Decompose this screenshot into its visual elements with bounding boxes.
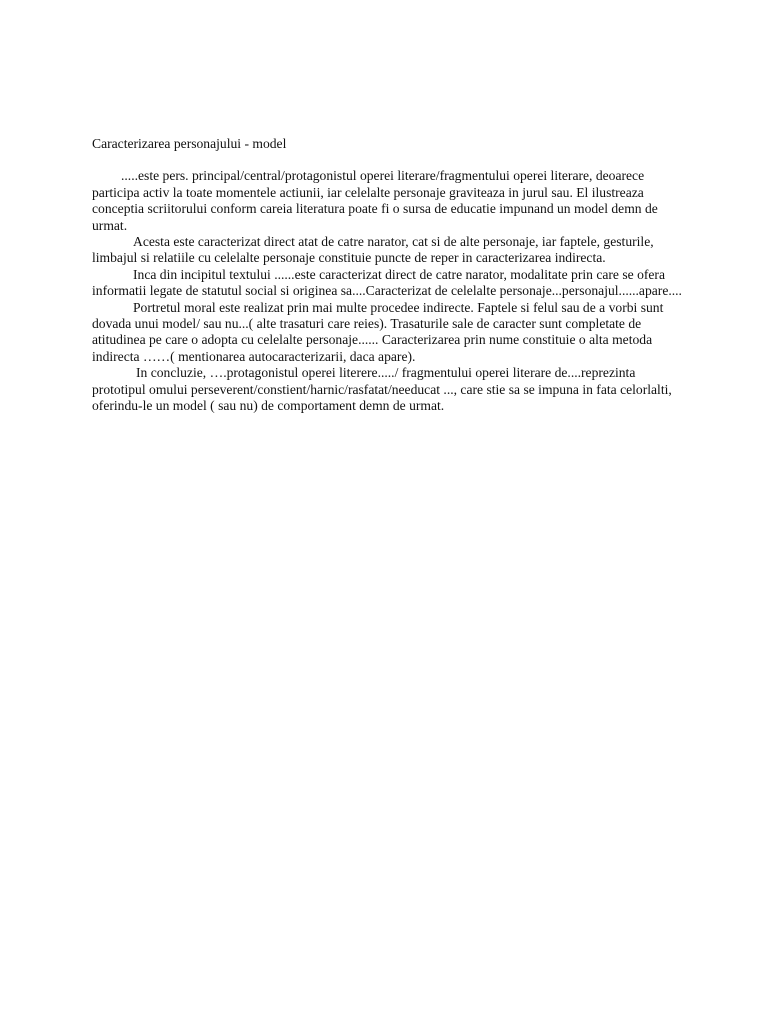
- paragraph-direct-characterization: Acesta este caracterizat direct atat de catre narator, cat si de alte personaje, iar faptele, gesturile, limbajul si relatiile cu celelalte personaje constituie puncte de reper in caracterizarea indirecta.: [92, 234, 654, 266]
- document-body: [92, 136, 688, 415]
- paragraph-moral-portrait: Portretul moral este realizat prin mai multe procedee indirecte. Faptele si felul sau de a vorbi sunt dovada unui model/ sau nu...( alte trasaturi care reies). Trasaturile sale de caracter sunt completate de atitudinea pe care o adopta cu celelalte personaje...... Caracterizarea prin nume constituie o alta metoda indirecta ……( mentionarea autocaracterizarii, daca apare).: [92, 299, 664, 364]
- paragraph-conclusion: In concluzie, ….protagonistul operei literere...../ fragmentului operei literare de....reprezinta prototipul omului perseverent/constient/harnic/rasfatat/needucat ..., care stie sa se impuna in fata celorlalti, oferindu-le un model ( sau nu) de comportament demn de urmat.: [92, 365, 672, 414]
- paragraph-intro: .....este pers. principal/central/protagonistul operei literare/fragmentului operei literare, deoarece participa activ la toate momentele actiunii, iar celelalte personaje graviteaza in jurul sau. El ilustreaza conceptia scriitorului conform careia literatura poate fi o sursa de educatie impunand un model demn de urmat.: [92, 168, 658, 233]
- paragraph-incipit: Inca din incipitul textului ......este caracterizat direct de catre narator, modalitate prin care se ofera informatii legate de statutul social si originea sa....Caracterizat de celelalte personaje...personajul......apare....: [92, 266, 682, 299]
- document-title: Caracterizarea personajului - model: [92, 136, 287, 151]
